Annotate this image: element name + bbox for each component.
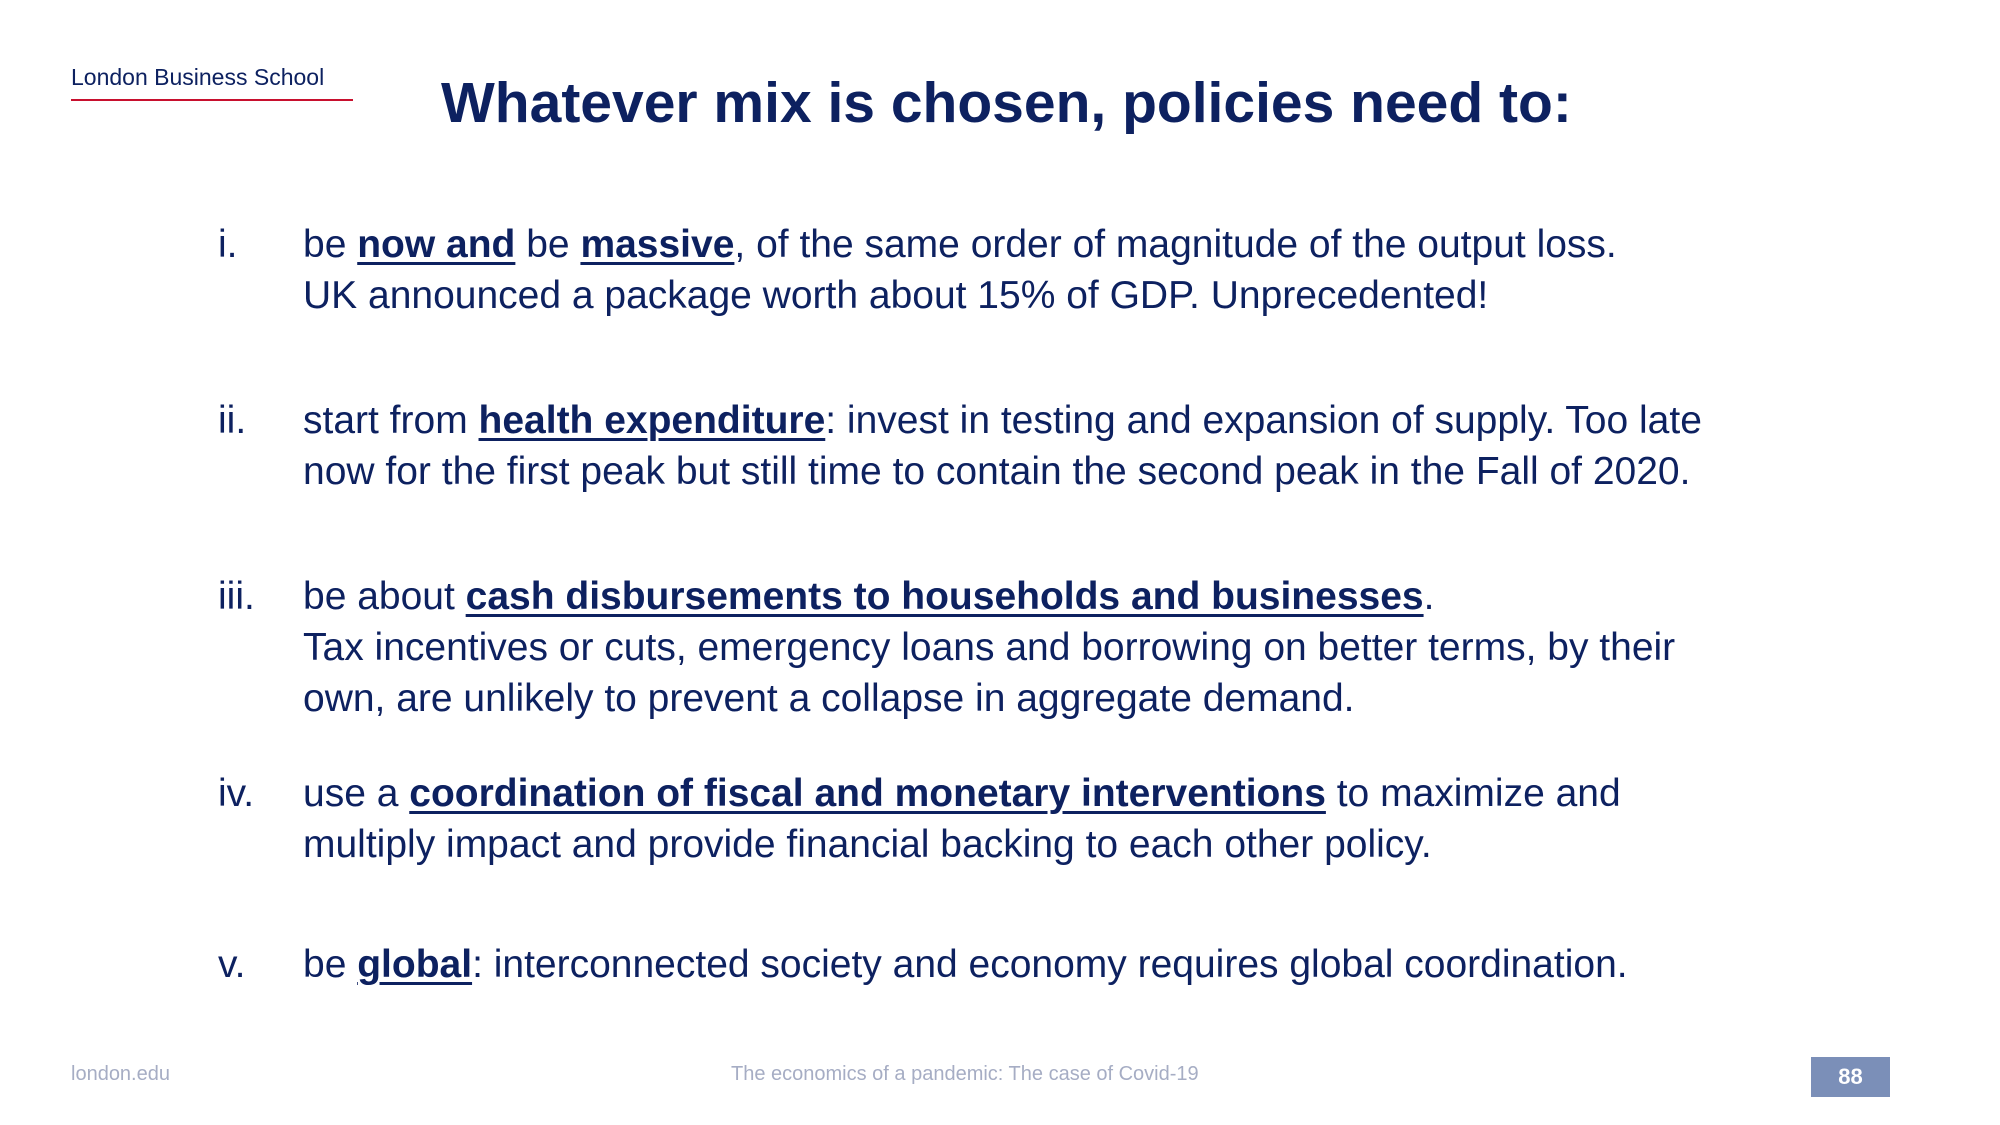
item-text: be about [303, 575, 466, 618]
footer-deck-title: The economics of a pandemic: The case of Covid-19 [731, 1063, 1199, 1085]
item-line: Tax incentives or cuts, emergency loans and borrowing on better terms, by their [303, 626, 1676, 669]
item-line [303, 219, 1863, 270]
item-line [303, 571, 1863, 622]
item-number: v. [218, 943, 246, 986]
item-line [303, 768, 1863, 819]
item-body [303, 939, 1863, 990]
item-line: UK announced a package worth about 15% of GDP. Unprecedented! [303, 274, 1489, 317]
item-text: to maximize and [1325, 772, 1621, 815]
logo-text: London Business School [71, 64, 325, 90]
item-text: be [303, 943, 358, 986]
item-number: ii. [218, 399, 247, 442]
item-body [303, 219, 1863, 321]
item-line: now for the first peak but still time to contain the second peak in the Fall of 2020. [303, 450, 1691, 493]
emphasis-global: global [357, 943, 473, 986]
footer-website: london.edu [71, 1063, 170, 1085]
item-text: , of the same order of magnitude of the output loss. [734, 223, 1617, 266]
item-text: . [1423, 575, 1435, 618]
item-line [303, 395, 1863, 446]
item-number: iv. [218, 772, 255, 815]
item-number: iii. [218, 575, 255, 618]
item-text: : invest in testing and expansion of supply. Too late [825, 399, 1702, 442]
item-number: i. [218, 223, 238, 266]
page-number-badge: 88 [1811, 1057, 1890, 1097]
emphasis-now-and: now and [357, 223, 516, 266]
emphasis-massive: massive [580, 223, 735, 266]
item-text: be [515, 223, 581, 266]
logo-underline [71, 99, 353, 101]
item-text: be [303, 223, 358, 266]
emphasis-coordination: coordination of fiscal and monetary interventions [409, 772, 1326, 815]
item-body [303, 395, 1863, 497]
item-line: multiply impact and provide financial backing to each other policy. [303, 823, 1432, 866]
item-text: : interconnected society and economy requires global coordination. [472, 943, 1628, 986]
item-body [303, 768, 1863, 870]
emphasis-health-expenditure: health expenditure [478, 399, 826, 442]
slide-title: Whatever mix is chosen, policies need to: [441, 71, 1572, 135]
emphasis-cash-disbursements: cash disbursements to households and businesses [465, 575, 1424, 618]
london-business-school-logo [71, 64, 353, 101]
item-body [303, 571, 1863, 724]
item-text: use a [303, 772, 410, 815]
item-text: start from [303, 399, 479, 442]
item-line: own, are unlikely to prevent a collapse in aggregate demand. [303, 677, 1355, 720]
item-line [303, 939, 1863, 990]
